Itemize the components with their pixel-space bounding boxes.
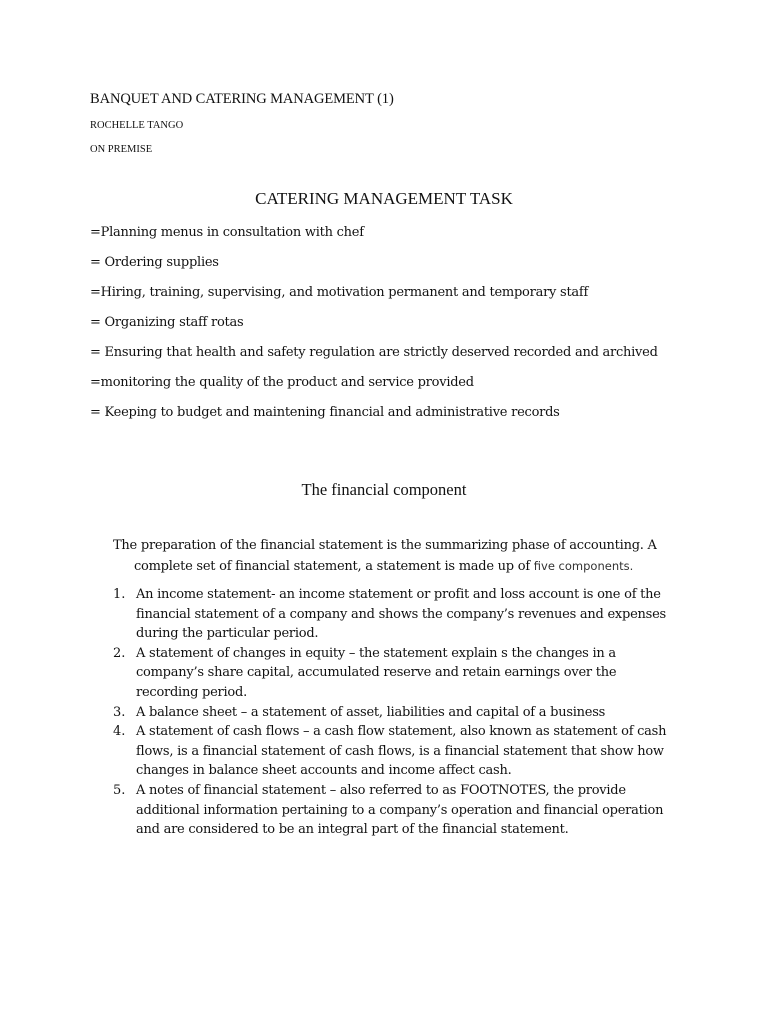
item-number: 2. xyxy=(113,645,126,661)
item-line: recording period. xyxy=(136,684,247,700)
component-item xyxy=(113,703,688,723)
intro-line xyxy=(113,556,673,577)
component-item xyxy=(113,781,688,840)
item-number: 4. xyxy=(113,724,126,740)
components-list xyxy=(113,585,688,840)
author-name: ROCHELLE TANGO xyxy=(90,120,184,131)
intro-tail: five components. xyxy=(533,559,634,573)
item-line: A notes of financial statement – also referred to as FOOTNOTES, the provide xyxy=(136,782,626,798)
item-line: additional information pertaining to a company’s operation and financial operation xyxy=(136,802,664,818)
task-item: = Organizing staff rotas xyxy=(90,315,244,330)
item-line: A statement of cash flows – a cash flow statement, also known as statement of cash xyxy=(136,724,667,740)
task-item: = Keeping to budget and maintening financial and administrative records xyxy=(90,405,560,420)
item-line: changes in balance sheet accounts and income affect cash. xyxy=(136,763,512,779)
task-item: =Hiring, training, supervising, and motivation permanent and temporary staff xyxy=(90,285,589,300)
financial-heading: The financial component xyxy=(301,480,467,499)
item-line: An income statement- an income statement or profit and loss account is one of the xyxy=(136,587,661,602)
task-item: = Ordering supplies xyxy=(90,255,219,270)
intro-paragraph xyxy=(113,536,673,577)
component-item xyxy=(113,722,688,781)
document-title: BANQUET AND CATERING MANAGEMENT (1) xyxy=(90,91,394,107)
item-number: 1. xyxy=(113,587,126,602)
item-number: 3. xyxy=(113,704,126,720)
task-item: =Planning menus in consultation with chef xyxy=(90,225,364,240)
intro-line: The preparation of the financial statement is the summarizing phase of accounting. A xyxy=(113,538,657,553)
tasks-heading: CATERING MANAGEMENT TASK xyxy=(255,189,513,208)
task-item: =monitoring the quality of the product and service provided xyxy=(90,375,474,390)
component-item xyxy=(113,644,688,703)
task-item: = Ensuring that health and safety regulation are strictly deserved recorded and archived xyxy=(90,345,658,360)
item-line: company’s share capital, accumulated reserve and retain earnings over the xyxy=(136,665,617,681)
intro-line-text: complete set of financial statement, a statement is made up of xyxy=(134,559,530,574)
item-number: 5. xyxy=(113,782,126,798)
item-line: A statement of changes in equity – the statement explain s the changes in a xyxy=(136,645,616,661)
item-line: A balance sheet – a statement of asset, liabilities and capital of a business xyxy=(136,704,606,720)
task-list xyxy=(90,223,658,433)
component-item xyxy=(113,585,688,644)
item-line: flows, is a financial statement of cash flows, is a financial statement that show how xyxy=(136,743,664,759)
location-label: ON PREMISE xyxy=(90,144,153,155)
item-line: and are considered to be an integral part of the financial statement. xyxy=(136,822,569,838)
item-line: during the particular period. xyxy=(136,626,319,642)
item-line: financial statement of a company and shows the company’s revenues and expenses xyxy=(136,606,666,622)
